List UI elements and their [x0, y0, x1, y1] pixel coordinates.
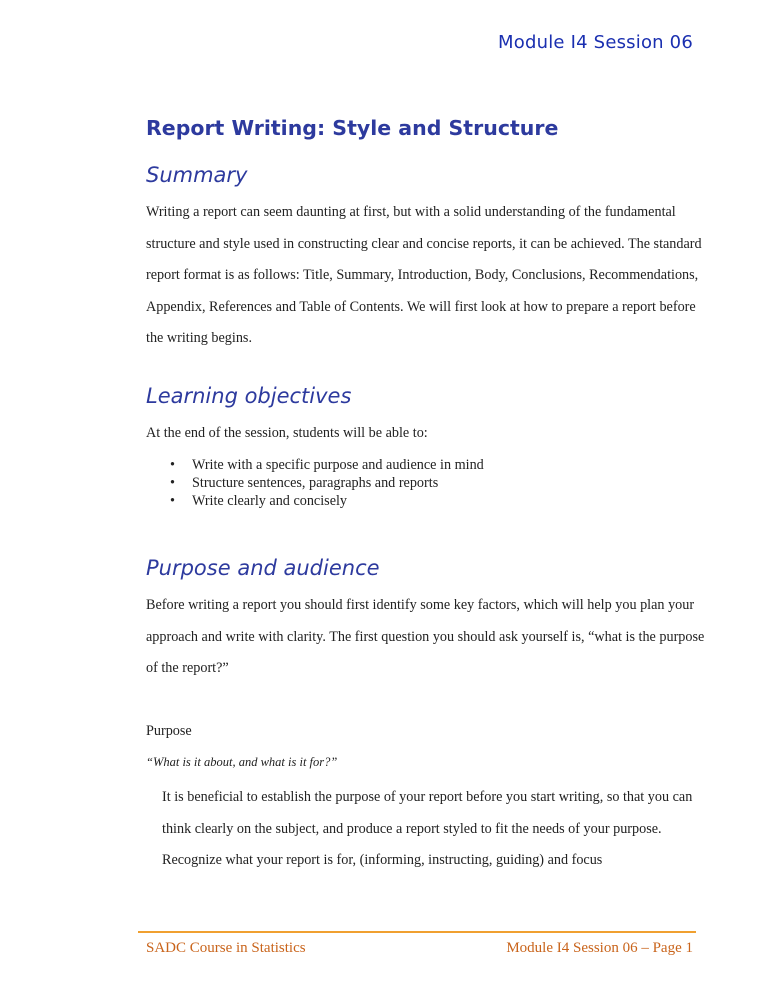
purpose-question: “What is it about, and what is it for?”: [146, 755, 338, 769]
bullet-icon: •: [170, 457, 175, 473]
summary-heading: Summary: [146, 163, 248, 187]
footer-divider: [138, 931, 696, 933]
running-header: Module I4 Session 06: [498, 32, 693, 53]
list-item-text: Structure sentences, paragraphs and reports: [192, 475, 439, 491]
learning-objectives-list: [146, 456, 484, 510]
document-title: Report Writing: Style and Structure: [146, 116, 559, 140]
list-item: [146, 474, 484, 492]
purpose-audience-paragraph: Before writing a report you should first identify some key factors, which will help you plan your approach and write with clarity. The first question you should ask yourself is, “what is the purpose of the report?”: [146, 597, 705, 676]
bullet-icon: •: [170, 493, 175, 509]
list-item-text: Write clearly and concisely: [192, 493, 348, 509]
purpose-subheading: Purpose: [146, 723, 192, 739]
list-item: [146, 492, 484, 510]
learning-objectives-heading: Learning objectives: [146, 384, 352, 408]
list-item: [146, 456, 484, 474]
footer-page-label: Module I4 Session 06 – Page 1: [506, 940, 693, 956]
summary-paragraph: Writing a report can seem daunting at first, but with a solid understanding of the fundamental structure and style used in constructing clear and concise reports, it can be achieved. The standard report format is as follows: Title, Summary, Introduction, Body, Conclusions, Recommendations, Appendix, References and Table of Contents. We will first look at how to prepare a report before the writing begins.: [146, 204, 702, 346]
purpose-body-paragraph: It is beneficial to establish the purpose of your report before you start writing, so that you can think clearly on the subject, and produce a report styled to fit the needs of your purpose. Recognize what your report is for, (informing, instructing, guiding) and focus: [162, 789, 693, 868]
footer-course-name: SADC Course in Statistics: [146, 940, 306, 956]
purpose-audience-heading: Purpose and audience: [146, 556, 380, 580]
bullet-icon: •: [170, 475, 175, 491]
learning-objectives-intro: At the end of the session, students will be able to:: [146, 425, 428, 441]
list-item-text: Write with a specific purpose and audience in mind: [192, 457, 484, 473]
